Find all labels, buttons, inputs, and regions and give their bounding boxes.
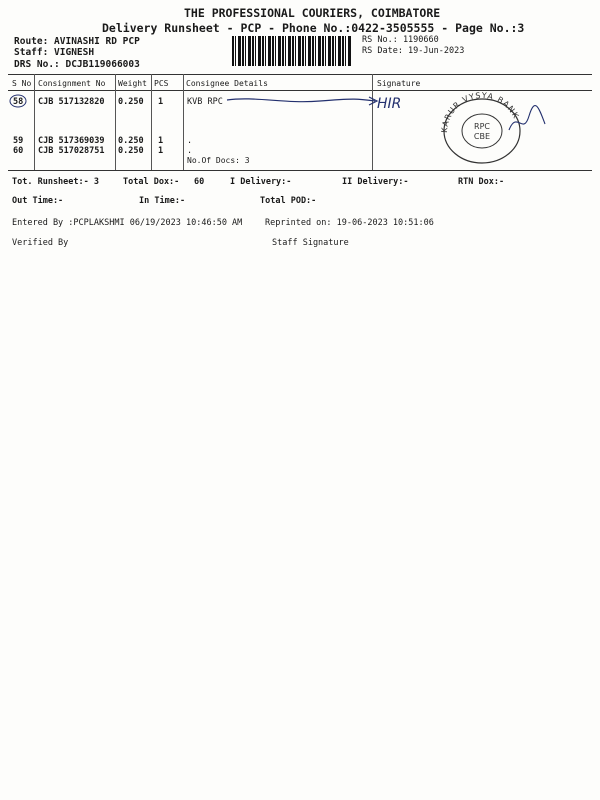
table-top-rule <box>8 74 592 75</box>
rtn-dox: RTN Dox:- <box>458 177 505 187</box>
signature-text: HIR <box>377 96 402 112</box>
col-divider <box>183 74 184 170</box>
drs-number: DRS No.: DCJB119066003 <box>14 59 140 70</box>
stamp-center-bottom: CBE <box>473 132 491 141</box>
table-header-rule <box>8 90 592 91</box>
total-pod: Total POD:- <box>260 196 317 206</box>
staff-label: Staff: VIGNESH <box>14 47 95 58</box>
row-weight: 0.250 <box>118 136 144 146</box>
row-consignee: . <box>187 136 193 146</box>
col-divider <box>151 74 152 170</box>
row-sno: 59 <box>13 136 24 146</box>
in-time: In Time:- <box>139 196 186 206</box>
col-header-sno: S No <box>12 79 32 88</box>
staff-signature: Staff Signature <box>272 238 349 248</box>
row-pcs: 1 <box>158 136 164 146</box>
table-bottom-rule <box>8 170 592 171</box>
stamp-center-top: RPC <box>474 122 490 131</box>
row-consignee: . <box>187 146 193 156</box>
row-consignee: KVB RPC <box>187 97 223 107</box>
stamp-signature-scribble <box>505 100 550 140</box>
docs-count: No.Of Docs: 3 <box>187 156 250 165</box>
company-title: THE PROFESSIONAL COURIERS, COIMBATORE <box>184 6 441 20</box>
entered-by: Entered By :PCPLAKSHMI 06/19/2023 10:46:50 AM <box>12 218 243 228</box>
row-sno: 58 <box>13 97 24 107</box>
col-divider <box>115 74 116 170</box>
col-header-consignment: Consignment No <box>38 79 106 88</box>
row-weight: 0.250 <box>118 97 144 107</box>
out-time: Out Time:- <box>12 196 64 206</box>
handwritten-arrow <box>225 92 385 114</box>
col-header-weight: Weight <box>118 79 147 88</box>
signature-mark-hir <box>375 92 415 114</box>
sno-circle-mark <box>8 94 28 108</box>
col-header-pcs: PCS <box>154 79 169 88</box>
verified-by: Verified By <box>12 238 69 248</box>
col-divider <box>34 74 35 170</box>
i-delivery: I Delivery:- <box>230 177 292 187</box>
row-pcs: 1 <box>158 97 164 107</box>
row-sno: 60 <box>13 146 24 156</box>
row-consignment: CJB 517028751 <box>38 146 105 156</box>
total-dox-label: Total Dox:- <box>123 177 180 187</box>
barcode <box>232 36 352 66</box>
ii-delivery: II Delivery:- <box>342 177 409 187</box>
route-label: Route: AVINASHI RD PCP <box>14 36 140 47</box>
row-pcs: 1 <box>158 146 164 156</box>
col-divider <box>372 74 373 170</box>
reprinted-on: Reprinted on: 19-06-2023 10:51:06 <box>265 218 434 228</box>
row-weight: 0.250 <box>118 146 144 156</box>
rs-date: RS Date: 19-Jun-2023 <box>362 46 465 56</box>
row-consignment: CJB 517369039 <box>38 136 105 146</box>
runsheet-subtitle: Delivery Runsheet - PCP - Phone No.:0422-3505555 - Page No.:3 <box>102 21 525 35</box>
col-header-consignee: Consignee Details <box>186 79 268 88</box>
tot-runsheet: Tot. Runsheet:- 3 <box>12 177 99 187</box>
col-header-signature: Signature <box>377 79 421 88</box>
stamp-ring-text: KARUR VYSYA BANK <box>439 90 521 134</box>
rs-number: RS No.: 1190660 <box>362 35 439 45</box>
row-consignment: CJB 517132820 <box>38 97 105 107</box>
total-dox-value: 60 <box>194 177 205 187</box>
